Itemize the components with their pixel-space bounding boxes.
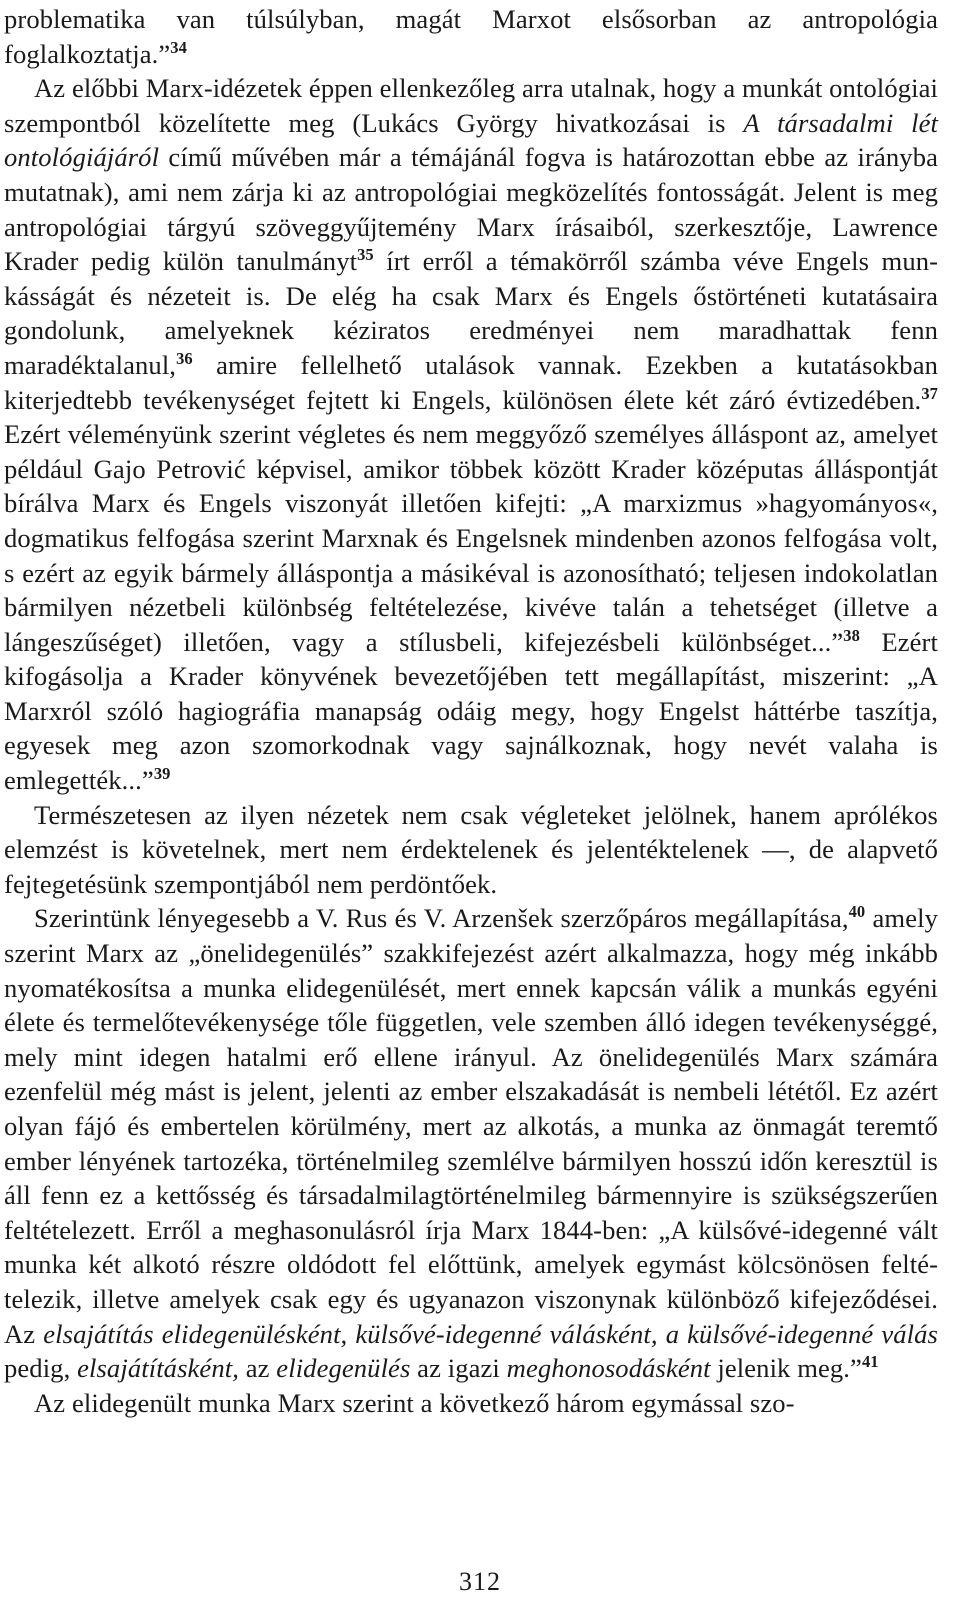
text-run bbox=[658, 1319, 666, 1349]
footnote-ref: 38 bbox=[843, 625, 860, 645]
footnote-ref: 37 bbox=[921, 383, 938, 403]
footnote-ref: 35 bbox=[357, 244, 374, 264]
footnote-ref: 39 bbox=[153, 763, 171, 783]
paragraph bbox=[4, 1386, 938, 1421]
italic-text: elsajátításként, bbox=[77, 1353, 239, 1384]
italic-text: elidegenülés bbox=[276, 1353, 411, 1384]
paragraph bbox=[4, 798, 938, 902]
text-run: Természetesen az ilyen nézetek nem csak végleteket jelölnek, hanem aprólékos elemzést is követelnek, mert nem érdektelenek és jelentéktelenek —, de alapvető fejtegetésünk szempontjából nem perdöntőek. bbox=[4, 799, 938, 899]
text-run: jelenik meg.” bbox=[710, 1353, 862, 1384]
text-run: Az előbbi Marx-idézetek éppen ellenkezőleg arra utalnak, hogy a munkát ontológiai szempontból közelítette meg (Lukács György hivatkozásai is bbox=[4, 73, 938, 138]
paragraph bbox=[4, 901, 938, 1385]
page-number: 312 bbox=[459, 1567, 501, 1596]
text-run: Ezért véleményünk szerint végletes és nem meggyőző személyes álláspont az, amelyet például Gajo Petrović képvisel, amikor többek között Krader középutas álláspontját bírálva Marx és Engels viszonyát illetően kifejti: „A marxizmus »hagyományos«, dogmatikus felfogása szerint Marxnak és Engelsnek mindenben azonos felfogása volt, s ezért az egyik bármely álláspontja a másikéval is azonosítható; teljesen indokolatlan bármilyen nézetbeli különbség feltételezése, kivéve talán a tehetséget (illetve a lángeszűséget) illetően, vagy a stílusbeli, kifejezésbeli különbséget...” bbox=[4, 419, 938, 657]
footnote-ref: 40 bbox=[848, 902, 866, 922]
italic-text: elsajátítás elidegenülésként, külsővé-idegenné válásként, bbox=[43, 1318, 658, 1349]
text-run: Ezért kifogásolja a Krader könyvének bevezetőjében tett megállapítást, miszerint: „A Marxról szóló hagiográfia manapság odáig megy, hogy Engelst háttérbe taszítja, egyesek meg azon szomorkodnak vagy sajnálkoznak, hogy nevét valaha is emlegették...” bbox=[4, 626, 938, 796]
text-run: az bbox=[238, 1353, 277, 1384]
body-text bbox=[4, 2, 938, 1420]
text-run: című művében már a témájánál fogva is határozottan ebbe az irányba mutatnak), ami nem zárja ki az antropológiai megközelítés fontosságát. Jelent is meg antropológiai tárgyú szöveggyűjtemény Marx írásaiból, szerkesztője, Lawrence Krader pedig külön tanulmányt bbox=[4, 142, 938, 277]
italic-text: a külsővé-idegenné válás bbox=[665, 1318, 939, 1349]
paragraph bbox=[4, 71, 938, 797]
text-run: Szerintünk lényegesebb a V. Rus és V. Arzenšek szerzőpáros megállapítása, bbox=[34, 903, 849, 934]
text-run: problematika van túlsúlyban, magát Marxot elsősorban az antropológia foglalkoztatja.” bbox=[4, 4, 938, 69]
paragraph bbox=[4, 2, 938, 71]
footnote-ref: 41 bbox=[861, 1351, 879, 1371]
text-run: amely szerint Marx az „önelidegenülés” szakkifejezést azért alkalmazza, hogy még inkább nyomatékosítsa a munka elidegenülését, mert ennek kapcsán válik a munkás egyéni élete és termelőtevékenysége tőle független, vele szemben álló idegen tevékenységgé, mely mint idegen hatalmi erő ellene irányul. Az önelidegenülés Marx számára ezenfelül még mást is jelent, jelenti az ember elszakadását is nembeli lététől. Ez azért olyan fájó és embertelen körülmény, mert az alkotás, a munka az önmagát teremtő ember lényének tartozéka, történelmileg szemlélve bármilyen hosszú időn keresztül is áll fenn ez a kettősség és társadalmilagtörténelmileg bármennyire is szükségszerűen feltételezett. Erről a meghasonulásról írja Marx 1844-ben: „A külsővé-idegenné vált munka két alkotó részre oldódott fel előttünk, amelyek egymást kölcsönösen feltételezik, illetve amelyek csak egy és ugyanazon viszonynak különböző kifejeződései. Az bbox=[4, 903, 938, 1349]
italic-text: A társadalmi lét ontológiájáról bbox=[4, 107, 939, 173]
text-run: Az elidegenült munka Marx szerint a következő három egymással szo- bbox=[34, 1387, 795, 1418]
italic-text: meghonosodásként bbox=[506, 1353, 711, 1384]
footnote-ref: 34 bbox=[170, 37, 187, 57]
text-run: az igazi bbox=[410, 1353, 507, 1384]
text-run: amire fellelhető utalások vannak. Ezekben a kutatásokban kiterjedtebb tevékenységet fejtett ki Engels, különösen élete két záró évtizedében. bbox=[4, 349, 938, 415]
text-run: írt erről a témakörről számba véve Engels munkásságát és nézeteit is. De elég ha csak Marx és Engels őstörténeti kutatásaira gondolunk, amelyeknek kéziratos eredményei nem maradhattak fenn maradéktalanul, bbox=[4, 246, 938, 380]
text-run: pedig, bbox=[4, 1353, 78, 1384]
footnote-ref: 36 bbox=[176, 348, 193, 368]
